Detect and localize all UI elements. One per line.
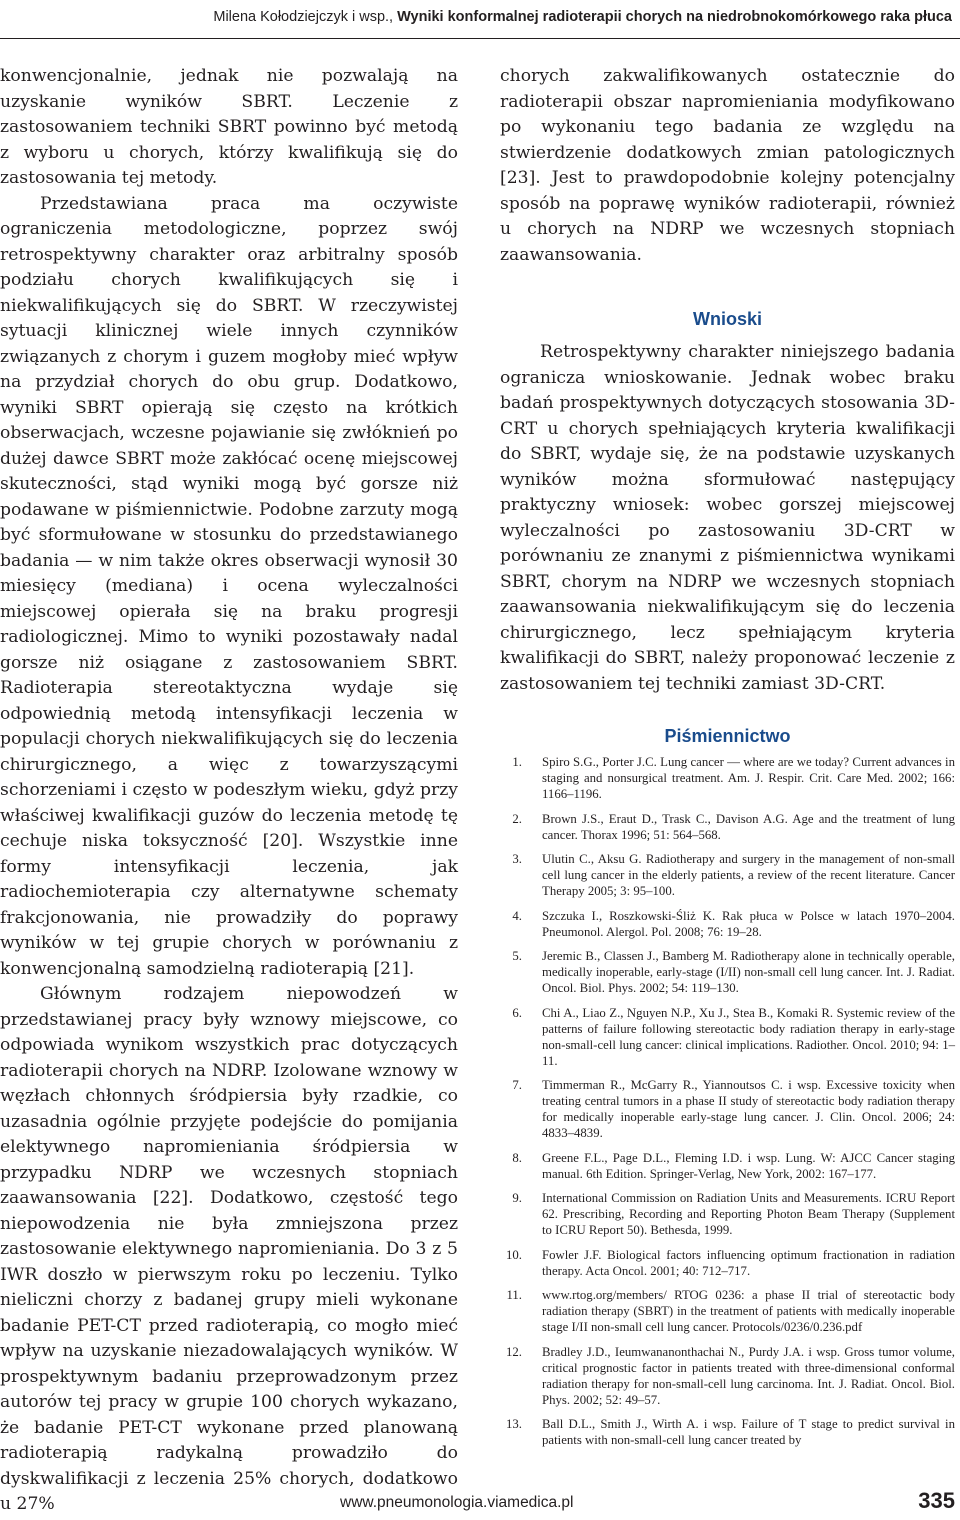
reference-number: 3. — [512, 852, 522, 866]
reference-item — [500, 1190, 955, 1238]
body-paragraph: chorych zakwalifikowanych ostatecznie do radioterapii obszar napromieniania modyfikowano po wykonaniu tego badania ze względu na stwierdzenie dodatkowych zmian patologicznych [23]. Jest to prawdopodobnie kolejny potencjalny sposób na poprawę wyników radioterapii, również u chorych na NDRP we wczesnych stopniach zaawansowania. — [500, 66, 955, 265]
reference-number: 12. — [506, 1344, 522, 1359]
reference-item — [500, 851, 955, 899]
header-rule — [0, 38, 960, 39]
reference-item — [500, 754, 955, 802]
reference-item — [500, 1287, 955, 1335]
page-number: 335 — [918, 1488, 955, 1513]
running-head-title: Wyniki konformalnej radioterapii chorych na niedrobnokomórkowego raka płuca — [397, 9, 952, 25]
reference-number: 13. — [506, 1417, 522, 1431]
reference-item — [500, 908, 955, 940]
reference-text: Brown J.S., Eraut D., Trask C., Davison A.G. Age and the treatment of lung cancer. Thorax 1996; 51: 564–568. — [542, 811, 955, 842]
reference-item — [500, 1077, 955, 1141]
conclusions-heading: Wnioski — [692, 309, 762, 329]
conclusions-paragraph: Retrospektywny charakter niniejszego badania ogranicza wnioskowanie. Jednak wobec braku badań prospektywnych dotyczących stosowania 3D-CRT u chorych spełniających kryteria kwalifikacji do SBRT, wydaje się, że na podstawie uzyskanych wyników można sformułować następujący praktyczny wniosek: wobec gorszej miejscowej wyleczalności po zastosowaniu 3D-CRT w porównaniu ze znanymi z piśmiennictwa wynikami SBRT, chorym na NDRP we wczesnych stopniach zaawansowania niekwalifikującym się do leczenia chirurgicznego, lecz spełniającym kryteria kwalifikacji do SBRT, należy proponować leczenie z zastosowaniem tej techniki zamiast 3D-CRT. — [500, 342, 955, 694]
references-list — [500, 754, 955, 1448]
reference-text: Greene F.L., Page D.L., Fleming I.D. i wsp. Lung. W: AJCC Cancer staging manual. 6th Edition. Springer-Verlag, New York, 2002: 167–177. — [542, 1150, 955, 1181]
reference-text: Ulutin C., Aksu G. Radiotherapy and surgery in the management of non-small cell lung cancer in the elderly patients, a review of the recent literature. Cancer Therapy 2005; 3: 95–100. — [542, 852, 955, 898]
reference-number: 6. — [512, 1005, 522, 1020]
reference-item — [500, 948, 955, 996]
reference-number: 8. — [512, 1150, 522, 1165]
body-paragraph: Przedstawiana praca ma oczywiste ograniczenia metodologiczne, poprzez swój retrospektywny charakter oraz arbitralny sposób podziału chorych kwalifikujących się i niekwalifikujących się do SBRT. W rzeczywistej sytuacji klinicznej wiele innych czynników związanych z chorym i guzem mogłoby mieć wpływ na przydział chorych do obu grup. Dodatkowo, wyniki SBRT opierają się często na krótkich obserwacjach, wczesne pojawianie się zwłóknień po dużej dawce SBRT może zakłócać ocenę miejscowej skuteczności, stąd wyniki mogą być gorsze niż podawane w piśmiennictwie. Podobne zarzuty mogą być sformułowane w stosunku do przedstawianego badania — w nim także okres obserwacji wynosił 30 miesięcy (mediana) i ocena wyleczalności miejscowej opierała się na braku progresji radiologicznej. Mimo to wyniki pozostawały nadal gorsze niż osiągane z zastosowaniem SBRT. Radioterapia stereotaktyczna wydaje się odpowiednią metodą intensyfikacji leczenia w populacji chorych niekwalifikujących się do leczenia chirurgicznego, a więc z towarzyszącymi schorzeniami i często w podeszłym wieku, gdyż przy właściwej kwalifikacji guzów do leczenia metodę tę cechuje niska toksyczność [20]. Wszystkie inne formy intensyfikacji leczenia, jak radiochemioterapia czy alternatywne schematy frakcjonowania, nie prowadziły do poprawy wyników w tej grupie chorych w porównaniu z konwencjonalną samodzielną radioterapią [21]. — [0, 193, 458, 979]
reference-number: 5. — [512, 949, 522, 963]
reference-text: www.rtog.org/members/ RTOG 0236: a phase II trial of stereotactic body radiation therapy (SBRT) in the treatment of patients with medically inoperable stage I/II non-small cell lung cancer. Protocols/0236/0.236.pdf — [542, 1288, 955, 1334]
reference-item — [500, 1416, 955, 1448]
left-column — [0, 64, 458, 1518]
reference-item — [500, 1150, 955, 1182]
running-head — [20, 9, 952, 25]
reference-number: 9. — [512, 1191, 522, 1205]
reference-text: Fowler J.F. Biological factors influencing optimum fractionation in radiation therapy. Acta Oncol. 2001; 40: 712–717. — [542, 1247, 955, 1278]
reference-text: Chi A., Liao Z., Nguyen N.P., Xu J., Stea B., Komaki R. Systemic review of the patterns of failure following stereotactic body radiation therapy in early-stage non-small-cell lung cancer: clinical implications. Radiother. Oncol. 2010; 94: 1–11. — [542, 1005, 955, 1068]
reference-number: 4. — [512, 908, 522, 923]
reference-item — [500, 1344, 955, 1408]
reference-number: 10. — [506, 1247, 522, 1262]
reference-text: Timmerman R., McGarry R., Yiannoutsos C. i wsp. Excessive toxicity when treating central tumors in a phase II study of stereotactic body radiation therapy for medically inoperable early-stage lung cancer. J. Clin. Oncol. 2006; 24: 4833–4839. — [542, 1078, 955, 1140]
reference-item — [500, 1005, 955, 1069]
reference-number: 11. — [506, 1288, 522, 1302]
reference-text: Bradley J.D., Ieumwananonthachai N., Purdy J.A. i wsp. Gross tumor volume, critical prognostic factor in patients treated with three-dimensional conformal radiation therapy for non-small-cell lung carcinoma. Int. J. Radiat. Oncol. Biol. Phys. 2002; 52: 49–57. — [542, 1344, 955, 1407]
reference-text: Szczuka I., Roszkowski-Śliż K. Rak płuca w Polsce w latach 1970–2004. Pneumonol. Alergol. Pol. 2008; 76: 19–28. — [542, 908, 955, 939]
reference-text: International Commission on Radiation Units and Measurements. ICRU Report 62. Prescribing, Recording and Reporting Photon Beam Therapy (Supplement to ICRU Report 50). Bethesda, 1999. — [542, 1191, 955, 1237]
reference-item — [500, 1247, 955, 1279]
reference-number: 1. — [512, 755, 522, 769]
reference-text: Ball D.L., Smith J., Wirth A. i wsp. Failure of T stage to predict survival in patients with non-small-cell lung cancer treated by — [542, 1417, 955, 1447]
body-paragraph: konwencjonalnie, jednak nie pozwalają na uzyskanie wyników SBRT. Leczenie z zastosowaniem techniki SBRT powinno być metodą z wyboru u chorych, którzy kwalifikują się do zastosowania tej metody. — [0, 66, 458, 188]
references-heading: Piśmiennictwo — [664, 726, 791, 746]
body-paragraph: Głównym rodzajem niepowodzeń w przedstawianej pracy były wznowy miejscowe, co odpowiada wynikom wszystkich prac dotyczących radioterapii chorych na NDRP. Izolowane wznowy w węzłach chłonnych śródpiersia były rzadkie, co uzasadnia ogólnie przyjęte podejście do pomijania elektywnego napromieniania śródpiersia w przypadku NDRP we wczesnych stopniach zaawansowania [22]. Dodatkowo, częstość tego niepowodzenia nie była zmniejszona przez zastosowanie elektywnego napromieniania. Do 3 z 5 IWR doszło w pierwszym roku po leczeniu. Tylko nieliczni chorzy z badanej grupy mieli wykonane badanie PET-CT przed radioterapią, co mogło mieć wpływ na uzyskanie niezadowalających wyników. W prospektywnym badaniu przeprowadzonym przez autorów tej pracy w grupie 100 chorych wykazano, że badanie PET-CT wykonane przed planowaną radioterapią radykalną prowadziło do dyskwalifikacji z leczenia 25% chorych, dodatkowo u 27% — [0, 984, 458, 1514]
reference-item — [500, 811, 955, 843]
running-head-authors: Milena Kołodziejczyk i wsp., — [213, 9, 394, 25]
reference-text: Jeremic B., Classen J., Bamberg M. Radiotherapy alone in technically operable, medically inoperable, early-stage (I/II) non-small cell lung cancer. Int. J. Radiat. Oncol. Biol. Phys. 2002; 54: 119–130. — [542, 949, 955, 995]
reference-number: 7. — [512, 1078, 522, 1092]
footer-url: www.pneumonologia.viamedica.pl — [340, 1494, 574, 1511]
reference-number: 2. — [512, 811, 522, 826]
right-column — [500, 64, 955, 1457]
reference-text: Spiro S.G., Porter J.C. Lung cancer — where are we today? Current advances in staging and nonsurgical treatment. Am. J. Respir. Crit. Care Med. 2002; 166: 1166–1196. — [542, 755, 955, 801]
